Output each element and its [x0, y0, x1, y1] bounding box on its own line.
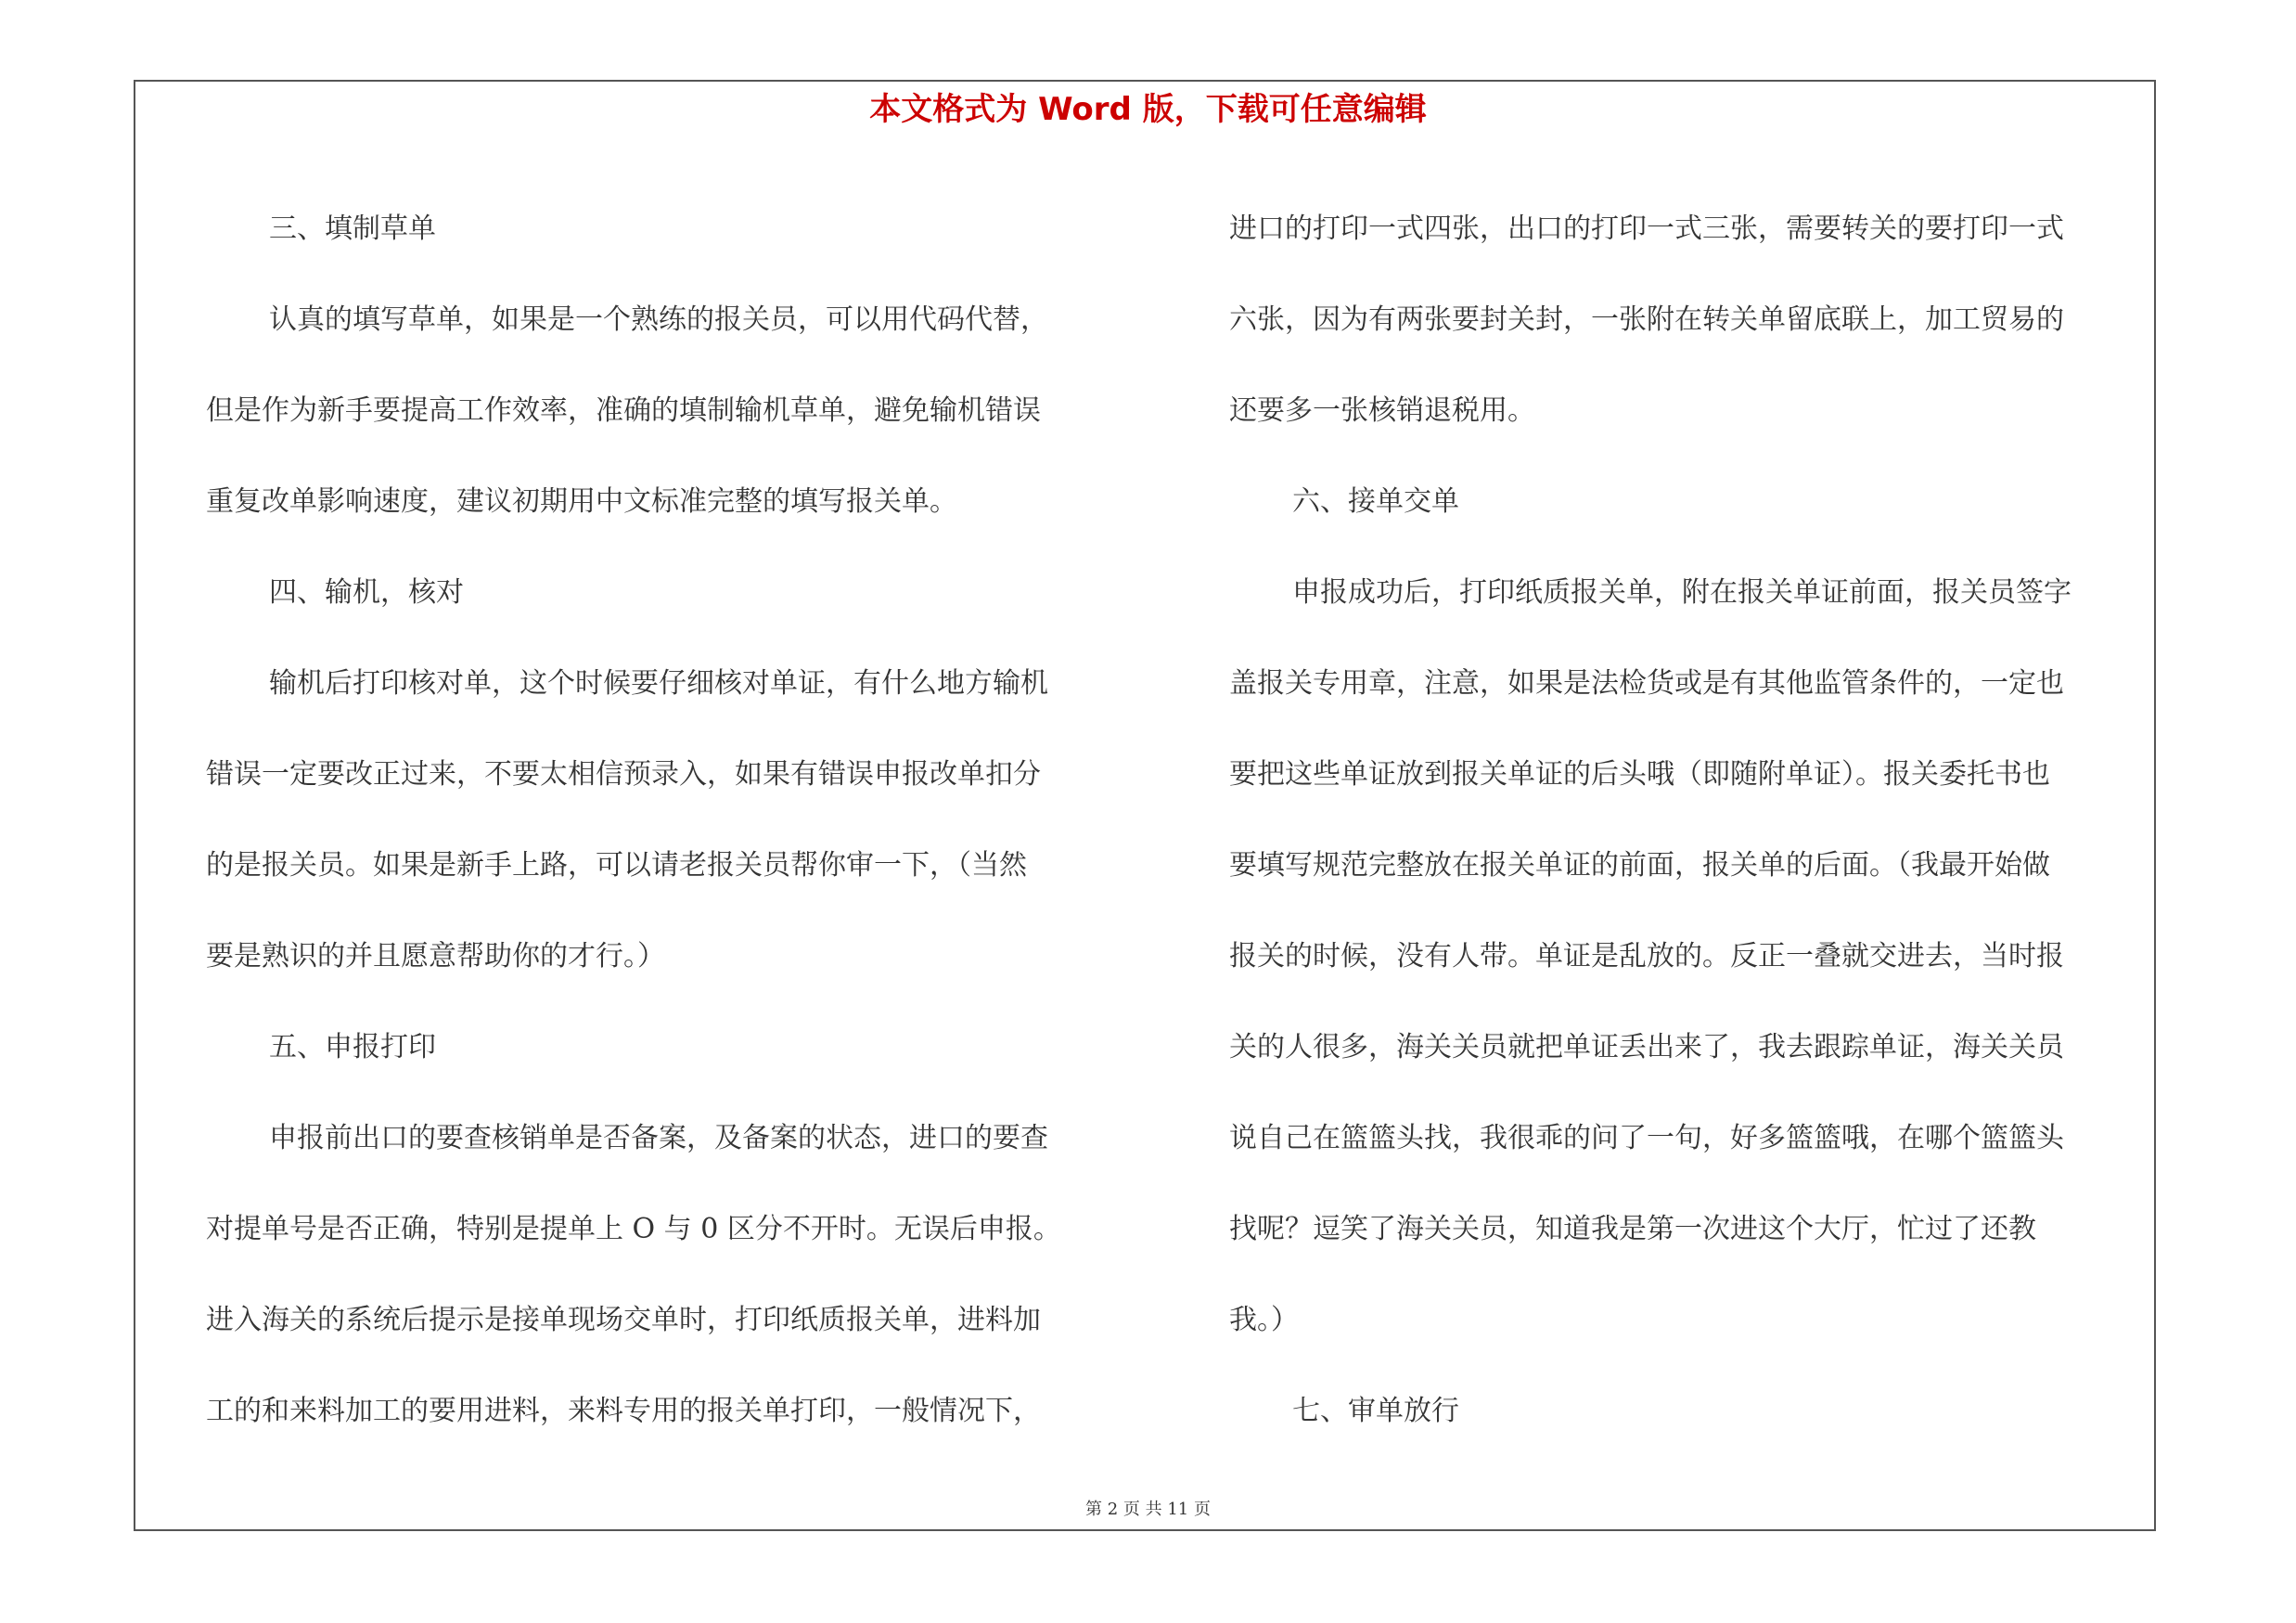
paragraph-line: 认真的填写草单，如果是一个熟练的报关员，可以用代码代替， — [269, 303, 1048, 336]
paragraph-line: 盖报关专用章，注意，如果是法检货或是有其他监管条件的，一定也 — [1229, 667, 2064, 700]
paragraph-line: 重复改单影响速度，建议初期用中文标准完整的填写报关单。 — [206, 485, 957, 518]
paragraph-line: 七、审单放行 — [1292, 1395, 1459, 1427]
paragraph-line: 要是熟识的并且愿意帮助你的才行。） — [206, 940, 665, 973]
paragraph-line: 对提单号是否正确，特别是提单上 O 与 0 区分不开时。无误后申报。 — [206, 1213, 1061, 1245]
paragraph-line: 工的和来料加工的要用进料，来料专用的报关单打印，一般情况下， — [206, 1395, 1041, 1427]
right-text-column — [1229, 184, 2166, 1457]
paragraph-line: 六、接单交单 — [1292, 485, 1459, 518]
paragraph-line: 进口的打印一式四张，出口的打印一式三张，需要转关的要打印一式 — [1229, 213, 2064, 245]
word-format-banner: 本文格式为 Word 版，下载可任意编辑 — [869, 91, 1427, 128]
paragraph-line: 报关的时候，没有人带。单证是乱放的。反正一叠就交进去，当时报 — [1229, 940, 2064, 973]
paragraph-line: 六张，因为有两张要封关封，一张附在转关单留底联上，加工贸易的 — [1229, 303, 2064, 336]
paragraph-line: 要把这些单证放到报关单证的后头哦（即随附单证）。报关委托书也 — [1229, 758, 2050, 791]
paragraph-line: 申报前出口的要查核销单是否备案，及备案的状态，进口的要查 — [269, 1122, 1048, 1154]
paragraph-line: 关的人很多，海关关员就把单证丢出来了，我去跟踪单证，海关关员 — [1229, 1031, 2064, 1063]
paragraph-line: 申报成功后，打印纸质报关单，附在报关单证前面，报关员签字 — [1292, 576, 2072, 609]
paragraph-line: 输机后打印核对单，这个时候要仔细核对单证，有什么地方输机 — [269, 667, 1048, 700]
left-text-column — [206, 184, 1143, 1457]
paragraph-line: 我。） — [1229, 1304, 1299, 1336]
paragraph-line: 的是报关员。如果是新手上路，可以请老报关员帮你审一下，（当然 — [206, 849, 1027, 882]
paragraph-line: 找呢？逗笑了海关关员，知道我是第一次进这个大厅，忙过了还教 — [1229, 1213, 2036, 1245]
paragraph-line: 五、申报打印 — [269, 1031, 436, 1063]
paragraph-line: 进入海关的系统后提示是接单现场交单时，打印纸质报关单，进料加 — [206, 1304, 1041, 1336]
paragraph-line: 三、填制草单 — [269, 213, 436, 245]
paragraph-line: 说自己在篮篮头找，我很乖的问了一句，好多篮篮哦，在哪个篮篮头 — [1229, 1122, 2064, 1154]
paragraph-line: 错误一定要改正过来，不要太相信预录入，如果有错误申报改单扣分 — [206, 758, 1041, 791]
paragraph-line: 还要多一张核销退税用。 — [1229, 394, 1535, 427]
paragraph-line: 但是作为新手要提高工作效率，准确的填制输机草单，避免输机错误 — [206, 394, 1041, 427]
paragraph-line: 要填写规范完整放在报关单证的前面，报关单的后面。（我最开始做 — [1229, 849, 2050, 882]
page-number-footer: 第 2 页 共 11 页 — [1085, 1500, 1211, 1519]
paragraph-line: 四、输机，核对 — [269, 576, 464, 609]
